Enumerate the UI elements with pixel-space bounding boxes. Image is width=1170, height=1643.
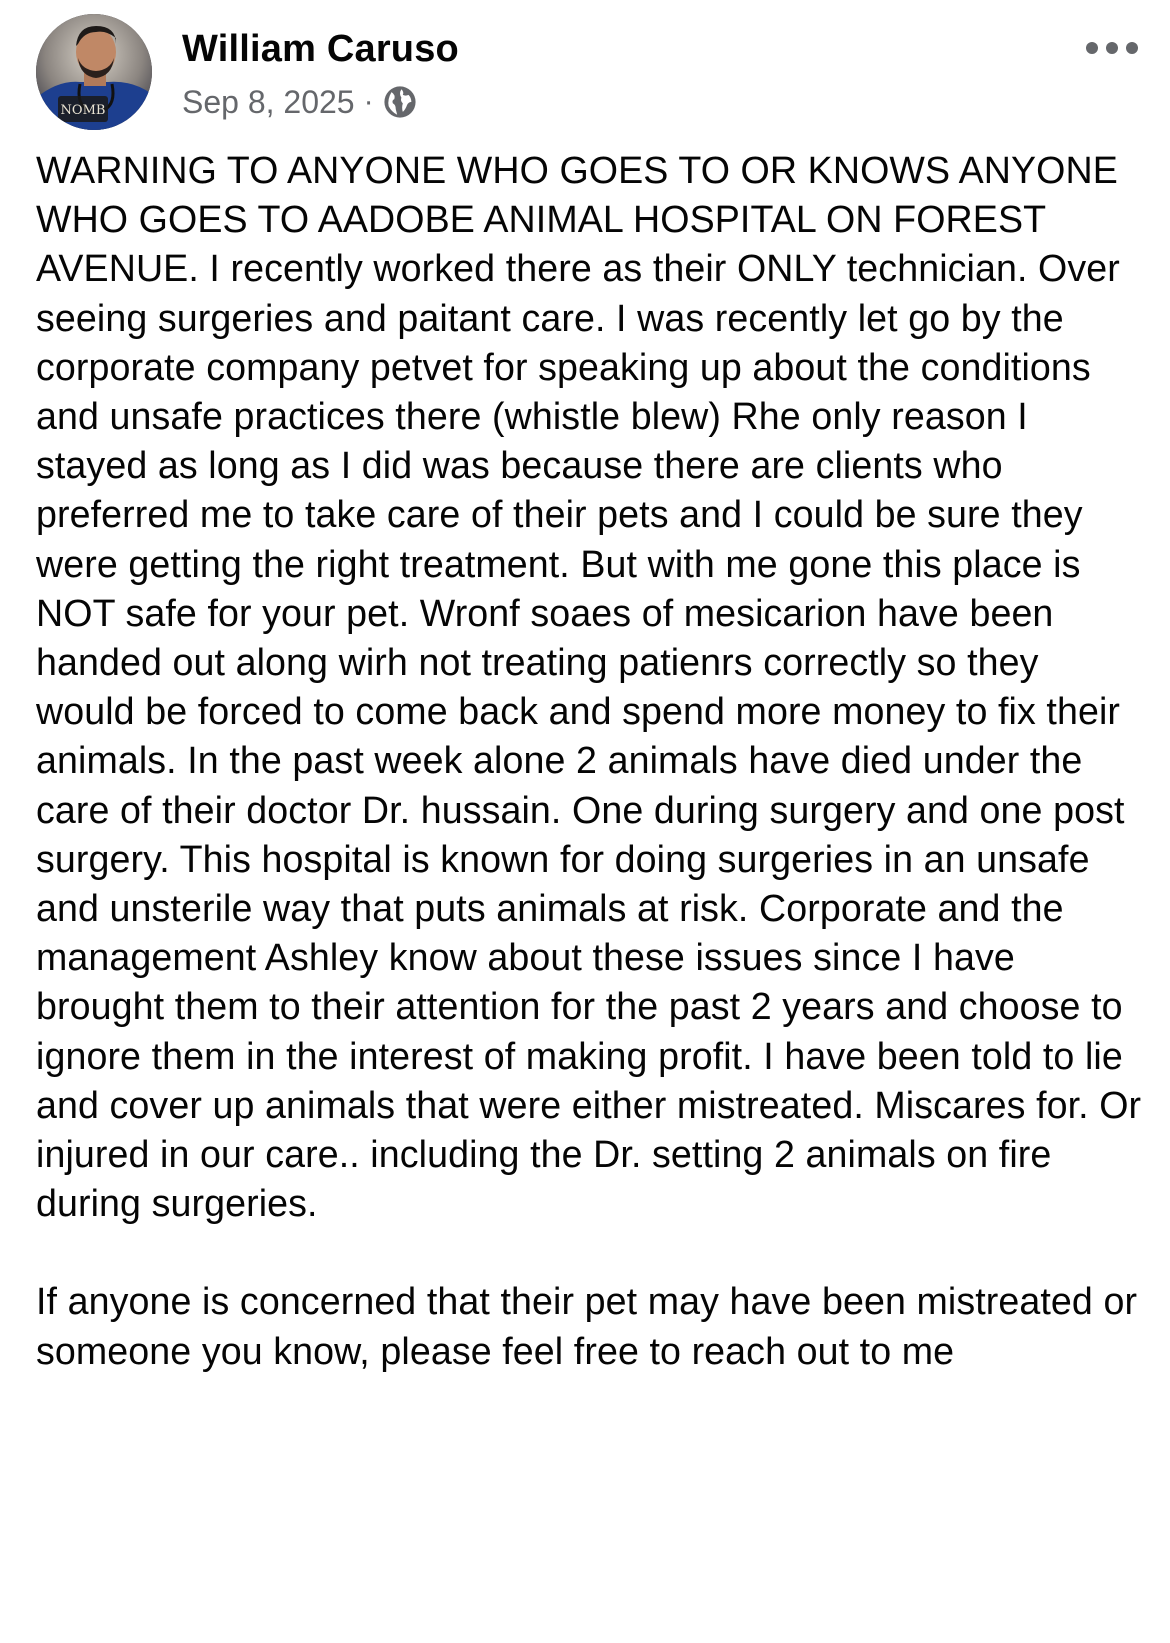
avatar-photo bbox=[36, 14, 152, 130]
author-avatar[interactable] bbox=[36, 14, 152, 130]
post-date[interactable]: Sep 8, 2025 bbox=[182, 83, 355, 120]
meta-separator: · bbox=[363, 85, 374, 118]
author-name[interactable]: William Caruso bbox=[182, 28, 459, 70]
more-dot bbox=[1126, 42, 1138, 54]
post-paragraph: If anyone is concerned that their pet may have been mistreated or someone you know, please feel free to reach out to me bbox=[36, 1280, 1138, 1372]
more-dot bbox=[1086, 42, 1098, 54]
post-body bbox=[36, 146, 1146, 1376]
avatar-badge-text: NOMB bbox=[60, 103, 106, 118]
paragraph-spacer bbox=[36, 1228, 1146, 1277]
post-header bbox=[36, 14, 1146, 134]
more-dot bbox=[1106, 42, 1118, 54]
post-meta bbox=[182, 82, 417, 122]
globe-icon[interactable] bbox=[383, 85, 417, 119]
post-paragraph: WARNING TO ANYONE WHO GOES TO OR KNOWS ANYONE WHO GOES TO AADOBE ANIMAL HOSPITAL ON FOREST AVENUE. I recently worked there as their ONLY technician. Over seeing surgeries and paitant care. I was recently let go by the corporate company petvet for speaking up about the conditions and unsafe practices there (whistle blew) Rhe only reason I stayed as long as I did was because there are clients who preferred me to take care of their pets and I could be sure they were getting the right treatment. But with me gone this place is NOT safe for your pet. Wronf soaes of mesicarion have been handed out along wirh not treating patienrs correctly so they would be forced to come back and spend more money to fix their animals. In the past week alone 2 animals have died under the care of their doctor Dr. hussain. One during surgery and one post surgery. This hospital is known for doing surgeries in an unsafe and unsterile way that puts animals at risk. Corporate and the management Ashley know about these issues since I have brought them to their attention for the past 2 years and choose to ignore them in the interest of making profit. I have been told to lie and cover up animals that were either mistreated. Miscares for. Or injured in our care.. including the Dr. setting 2 animals on fire during surgeries. bbox=[36, 149, 1142, 1225]
more-options-icon[interactable] bbox=[1086, 40, 1138, 56]
